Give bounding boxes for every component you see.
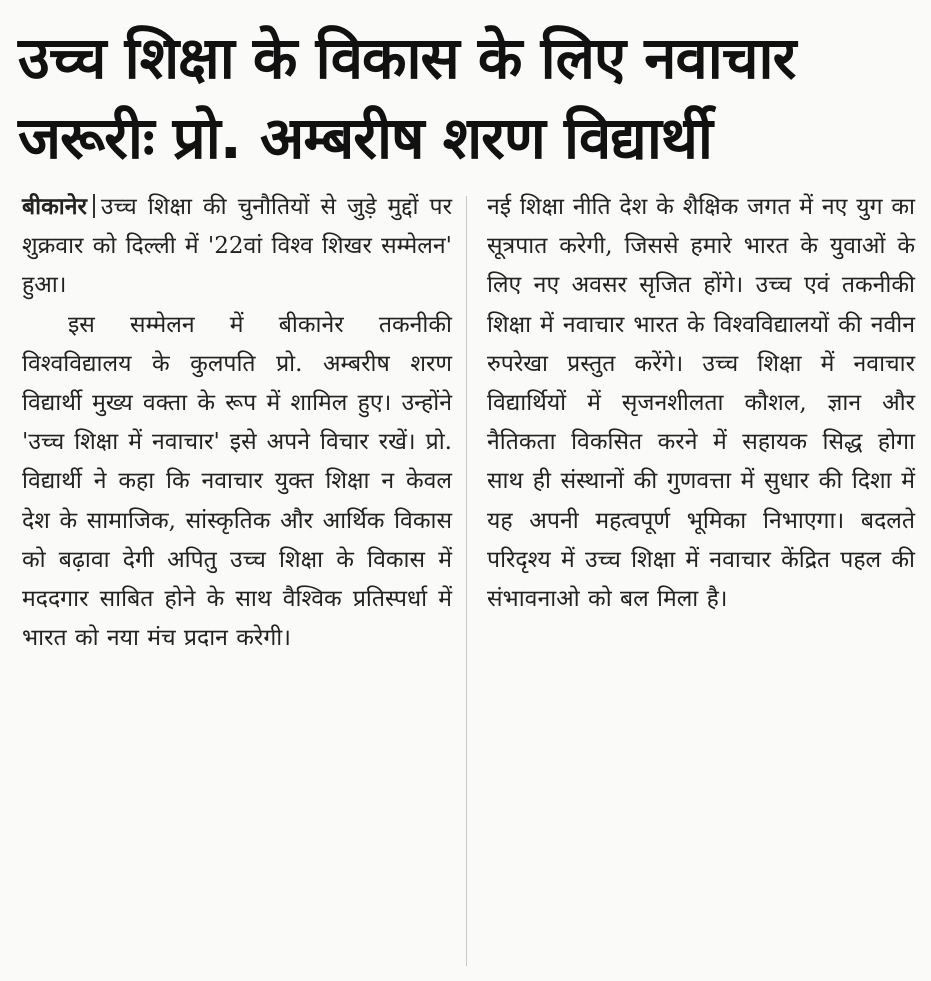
body-paragraph: इस सम्मेलन में बीकानेर तकनीकी विश्वविद्यालय के कुलपति प्रो. अम्बरीष शरण विद्यार्थी मुख्य वक्ता के रूप में शामिल हुए। उन्होंने 'उच्च शिक्षा में नवाचार' इसे अपने विचार रखें। प्रो. विद्यार्थी ने कहा कि नवाचार युक्त शिक्षा न केवल देश के सामाजिक, सांस्कृतिक और आर्थिक विकास को बढ़ावा देगी अपितु उच्च शिक्षा के विकास में मददगार साबित होने के साथ वैश्विक प्रतिस्पर्धा में भारत को नया मंच प्रदान करेगी। — [22, 311, 452, 652]
headline-line-1: उच्च शिक्षा के विकास के लिए नवाचार — [18, 24, 796, 92]
dateline: बीकानेर — [22, 194, 87, 220]
lead-paragraph — [22, 188, 452, 306]
headline-line-2: जरूरीः प्रो. अम्बरीष शरण विद्यार्थी — [18, 104, 712, 172]
article-headline — [18, 18, 918, 178]
body-paragraph-continued: नई शिक्षा नीति देश के शैक्षिक जगत में नए युग का सूत्रपात करेगी, जिससे हमारे भारत के युवाओं के लिए नए अवसर सृजित होंगे। उच्च एवं तकनीकी शिक्षा में नवाचार भारत के विश्वविद्यालयों की नवीन रुपरेखा प्रस्तुत करेंगे। उच्च शिक्षा में नवाचार विद्यार्थियों में सृजनशीलता कौशल, ज्ञान और नैतिकता विकसित करने में सहायक सिद्ध होगा साथ ही संस्थानों की गुणवत्ता में सुधार की दिशा में यह अपनी महत्वपूर्ण भूमिका निभाएगा। बदलते परिदृश्य में उच्च शिक्षा में नवाचार केंद्रित पहल की संभावनाओ को बल मिला है। — [487, 194, 915, 613]
lead-text: उच्च शिक्षा की चुनौतियों से जुड़े मुद्दों पर शुक्रवार को दिल्ली में '22वां विश्व शिखर सम्मेलन' हुआ। — [22, 194, 452, 299]
article-column-right — [487, 188, 915, 619]
article-column-left — [22, 188, 452, 658]
column-divider — [466, 196, 467, 966]
dateline-separator — [93, 194, 95, 218]
